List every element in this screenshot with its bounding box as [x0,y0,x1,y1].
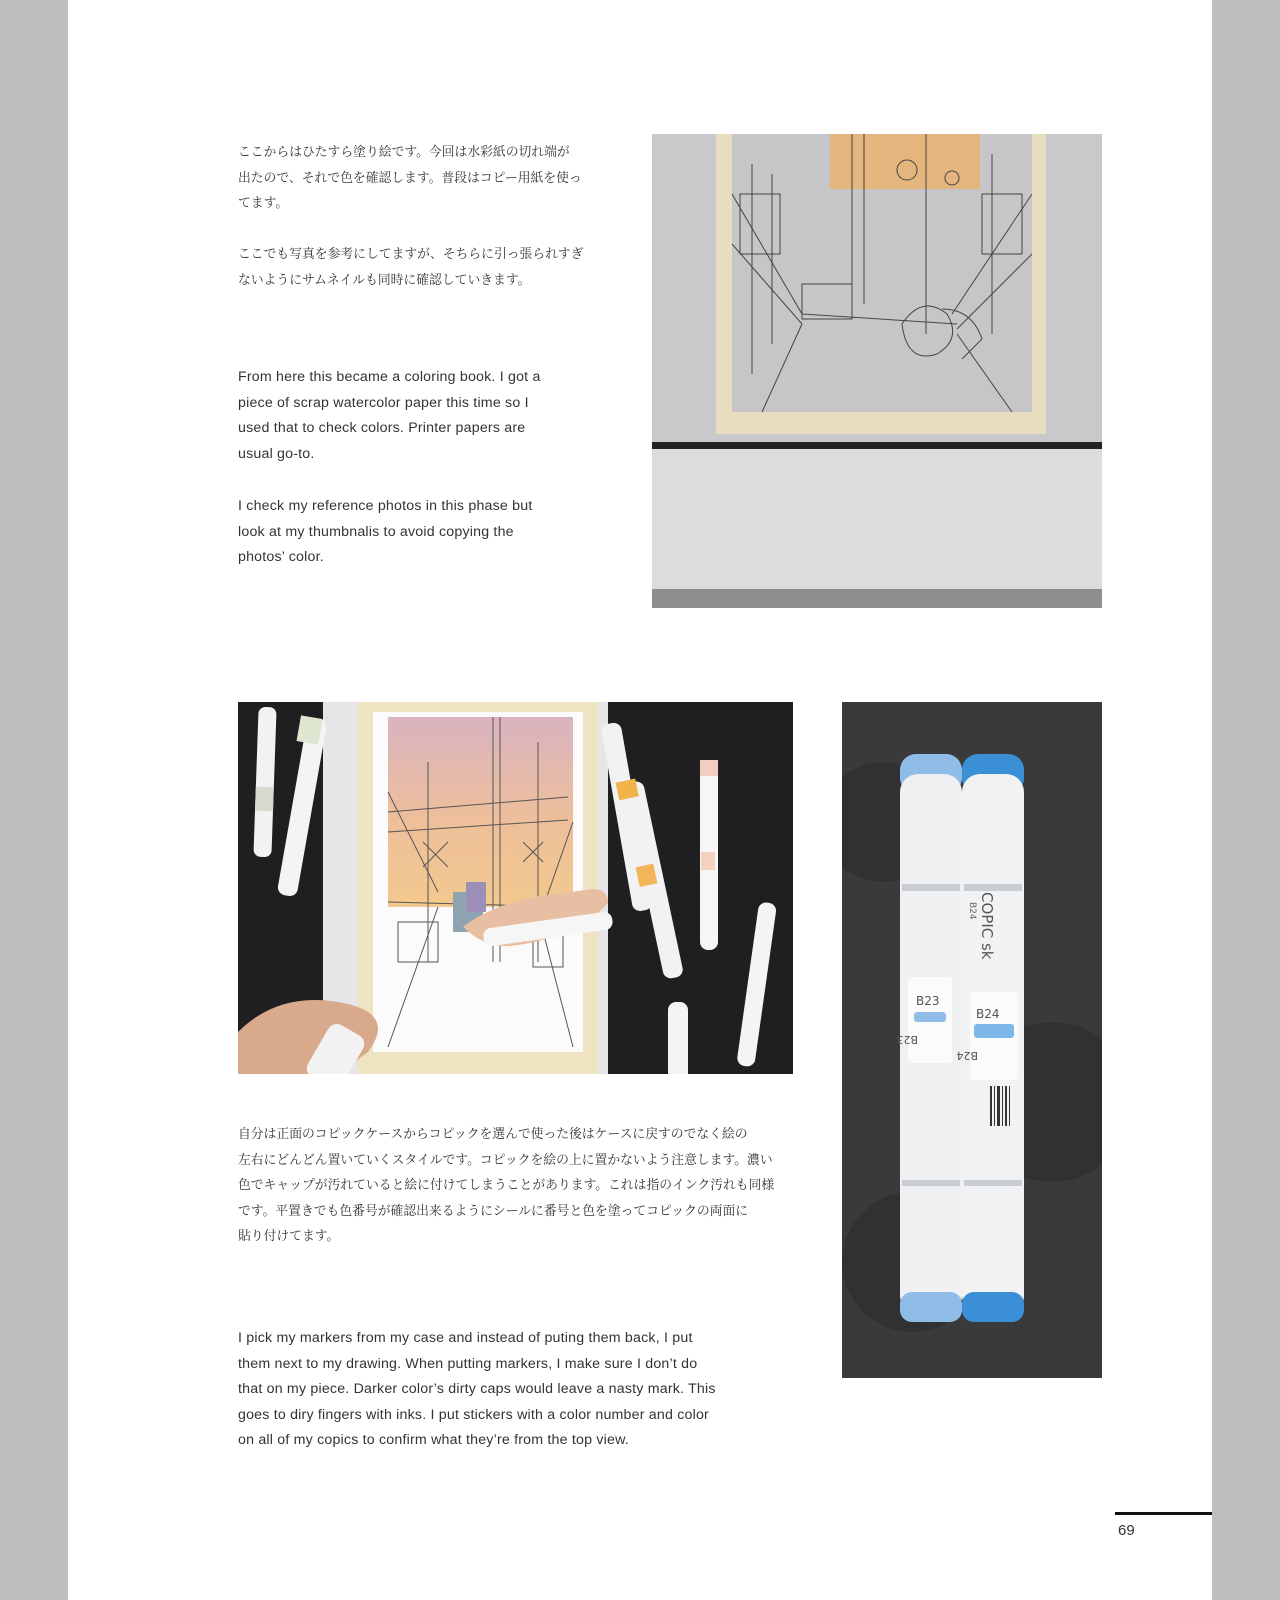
photo-line-drawing [652,134,1102,608]
paragraph-en-markers: I pick my markers from my case and instead of puting them back, I put them next to my drawing. When putting markers, I make sure I don’t do that on my piece. Darker color’s dirty caps would leave a nasty mark. This goes to diry fingers with inks. I put stickers with a color number and color on all of my copics to confirm what they’re from the top view. [238,1330,716,1448]
paragraph-ja-markers: 自分は正面のコピックケースからコピックを選んで使った後はケースに戻すのでなく絵の 左右にどんどん置いていくスタイルです。コピックを絵の上に置かないよう注意します。濃い 色でキャップが汚れていると絵に付けてしまうことがあります。これは指のインク汚れも同様 です。平置きでも色番号が確認出来るようにシールに番号と色を塗ってコピックの両面に 貼り付けてます。 [238,1127,775,1244]
paragraph-en-reference: I check my reference photos in this phase but look at my thumbnalis to avoid copying the photos’ color. [238,498,533,565]
marker-label-b23-flipped: B23 [896,1033,918,1046]
photo-copic-markers [842,702,1102,1378]
paragraph-en-intro: From here this became a coloring book. I got a piece of scrap watercolor paper this time so I used that to check colors. Printer papers are usual go-to. [238,369,541,462]
marker-label-b24-flipped: B24 [956,1049,978,1062]
marker-brand: COPIC sk [978,892,996,960]
photo-coloring-with-markers [238,702,793,1074]
marker-label-b23: B23 [916,994,940,1008]
page-number-rule [1115,1512,1212,1515]
page-number: 69 [1118,1522,1135,1539]
magazine-page [68,0,1212,1600]
paragraph-ja-reference: ここでも写真を参考にしてますが、そちらに引っ張られすぎ ないようにサムネイルも同時に確認していきます。 [238,247,584,288]
marker-code: B24 [967,902,977,920]
marker-label-b24: B24 [976,1007,1000,1021]
paragraph-ja-intro: ここからはひたすら塗り絵です。今回は水彩紙の切れ端が 出たので、それで色を確認します。普段はコピー用紙を使っ てます。 [238,145,582,211]
